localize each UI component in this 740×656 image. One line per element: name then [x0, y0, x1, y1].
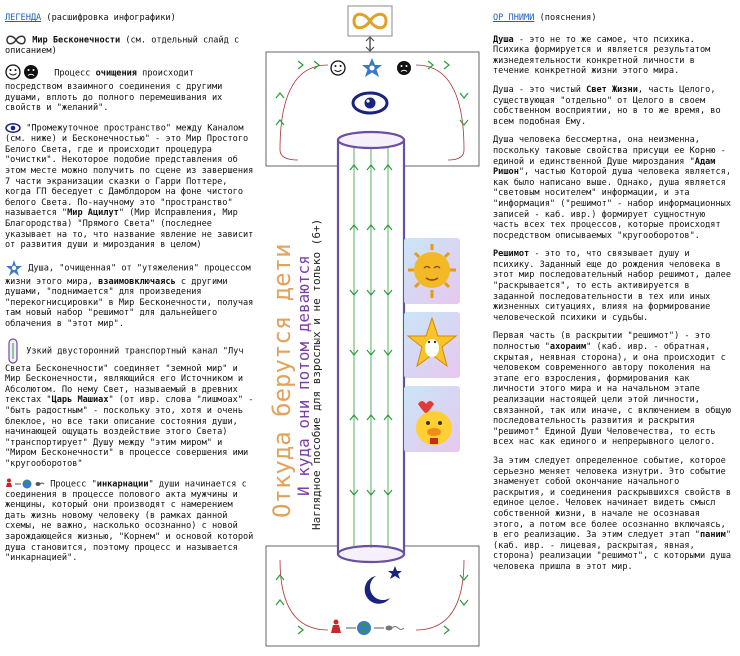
infinity-icon — [348, 6, 392, 36]
duck-sticker — [404, 386, 460, 452]
legend-item-incarnation: Процесс "инкарнации" души начинается с соединения в процессе полового акта мужчины и женщины, который они производят с намерением дать жизнь новому человеку (в рамках данной схемы, не важно, насколько осознанно) с новой зарождающейся жизнью, "Корнем" и основой которой душа становится, поэтому процесс и называется "инкарнацией". — [5, 479, 254, 564]
diagram — [258, 0, 490, 656]
explain-para-5: Первая часть (в раскрытии "решимот") - это полностью "ахораим" (каб. ивр. - обратная, скрытая, неявная сторона), и она происходит с человеком современного автору поколения на этапе его взросления, формирования как личности этого мира и на начальном этапе реализации настоящей цели этой личности, связанной, так или иначе, с включением в общую последовательность развития и раскрытия "решимот" Единой Души Человечества, то есть всех нас как единого и непрерывного целого. — [493, 331, 731, 448]
diagram-subtitle: И куда они потом деваются — [294, 255, 313, 496]
legend-item-infinity: Мир Бесконечности (см. отдельный слайд с описанием) — [5, 35, 240, 56]
smile-icon — [331, 61, 345, 75]
legend-header — [5, 13, 255, 24]
explain-header — [493, 13, 733, 24]
legend-item-space: "Промежуточное пространство" между Каналом (см. ниже) и Бесконечностью" - это Мир Простого Белого Света, где и происходит процедура "очистки". Некоторое подобие представления об этом месте можно получить по сцене из завершения 7 части экранизации сказки о Гарри Поттере, когда ГП беседует с Дамблдором на фоне чистого белого Света. По-научному это "пространство" называется "Мир Ацилут" (Мир Исправления, Мир Благородства) "Прямого Света" (последнее указывает на то, что название явление не зависит от развития души и мироздания в целом) — [5, 123, 254, 251]
explain-title[interactable]: ОР ПНИМИ — [493, 13, 535, 23]
star-sage-sticker — [404, 312, 460, 378]
sad-icon — [397, 61, 411, 75]
woman-globe-sperm-icon — [5, 478, 45, 490]
explain-para-2: Душа - это чистый Свет Жизни, часть Целого, существующая "отдельно" от Целого в своем собственном восприятии, но в то же время, во всем подобная Ему. — [493, 84, 721, 127]
diagram-title: Откуда берутся дети — [268, 243, 296, 518]
smile-sad-icon — [5, 64, 49, 82]
legend-column — [5, 0, 255, 572]
legend-item-soul: Душа, "очищенная" от "утяжеления" процессом жизни этого мира, взаимовключаясь с другими душами, "поднимается" для произведения "перекогнисцировки" в Мир Бесконечности, получая там новый набор "решимот" для дальнейшего облачения в "этот мир". — [5, 259, 255, 330]
sun-face-sticker — [404, 238, 460, 304]
explain-para-3: Душа человека бессмертна, она неизменна, поскольку таковые свойства присущи ее Корню - единой и единственной Душе мироздания "Адам Ришон", частью Которой душа человека является, как было написано выше. Однако, душа является "световым носителем" информации, и эта "информация" ("решимот" - набор информационных записей - каб. ивр.) формирует сущностную часть всех тех процессов, которые происходят посредством описываемых "кругооборотов". — [493, 135, 732, 241]
explain-para-1: Душа - это не то же самое, что психика. Психика формируется и является результатом жизнедеятельности конкретной личности в течение конкретной жизни этого мира. — [493, 34, 711, 77]
infinity-icon — [5, 35, 27, 45]
explain-subtitle: (пояснения) — [539, 13, 597, 23]
legend-item-channel: Узкий двусторонний транспортный канал "Луч Света Бесконечности" соединяет "земной мир" и Мир Бесконечности, являющийся его Источником и Абсолютом. По нему Свет, называемый в древних текстах "Царь Машиах" (от ивр. слова "лишмоах" - "быть радостным" - поскольку это, хотя и очень блеклое, но все таки описание состояния души, начинающей ощущать воздействие этого Света) "транспортирует" Душу между "этим миром" и "Миром Бесконечности" в процессе совершения ими "кругооборотов" — [5, 338, 255, 470]
channel-icon — [5, 338, 21, 364]
double-arrow-icon — [366, 37, 374, 51]
legend-subtitle: (расшифровка инфографики) — [46, 13, 176, 23]
explain-para-4: Решимот - это то, что связывает душу и психику. Заданный еще до рождения человека в этот мир последовательный набор решимот, далее "раскрывается", то есть активируется в заданной последовательности в тех или иных жизненных ситуациях, влияя на формирование человеческой психики и судьбы. — [493, 249, 731, 323]
legend-item-cleansing: Процесс очищения происходит посредством взаимного соединения с другими душами, вплоть до полного перемешивания их свойств и "желаний". — [5, 64, 255, 114]
eye-icon — [5, 122, 21, 134]
legend-title[interactable]: ЛЕГЕНДА — [5, 13, 42, 23]
explain-column — [493, 0, 733, 581]
star-soul-icon — [5, 259, 23, 277]
explain-para-6: За этим следует определенное событие, которое серьезно меняет человека изнутри. Это событие знаменует собой окончание начального раскрытия, и соединения раскрывшихся свойств в единое целое. Человек начинает видеть смысл собственной жизни, в начале не осознавая этого, а потом все более осознанно включаясь, в его реализацию. За этим следует этап "паним" (каб. ивр. - лицевая, раскрытая, явная, сторона) реализации "решимот", с которыми душа человека пришла в этот мир. — [493, 455, 732, 572]
diagram-note: Наглядное пособие для взрослых и не только (6+) — [310, 218, 323, 530]
